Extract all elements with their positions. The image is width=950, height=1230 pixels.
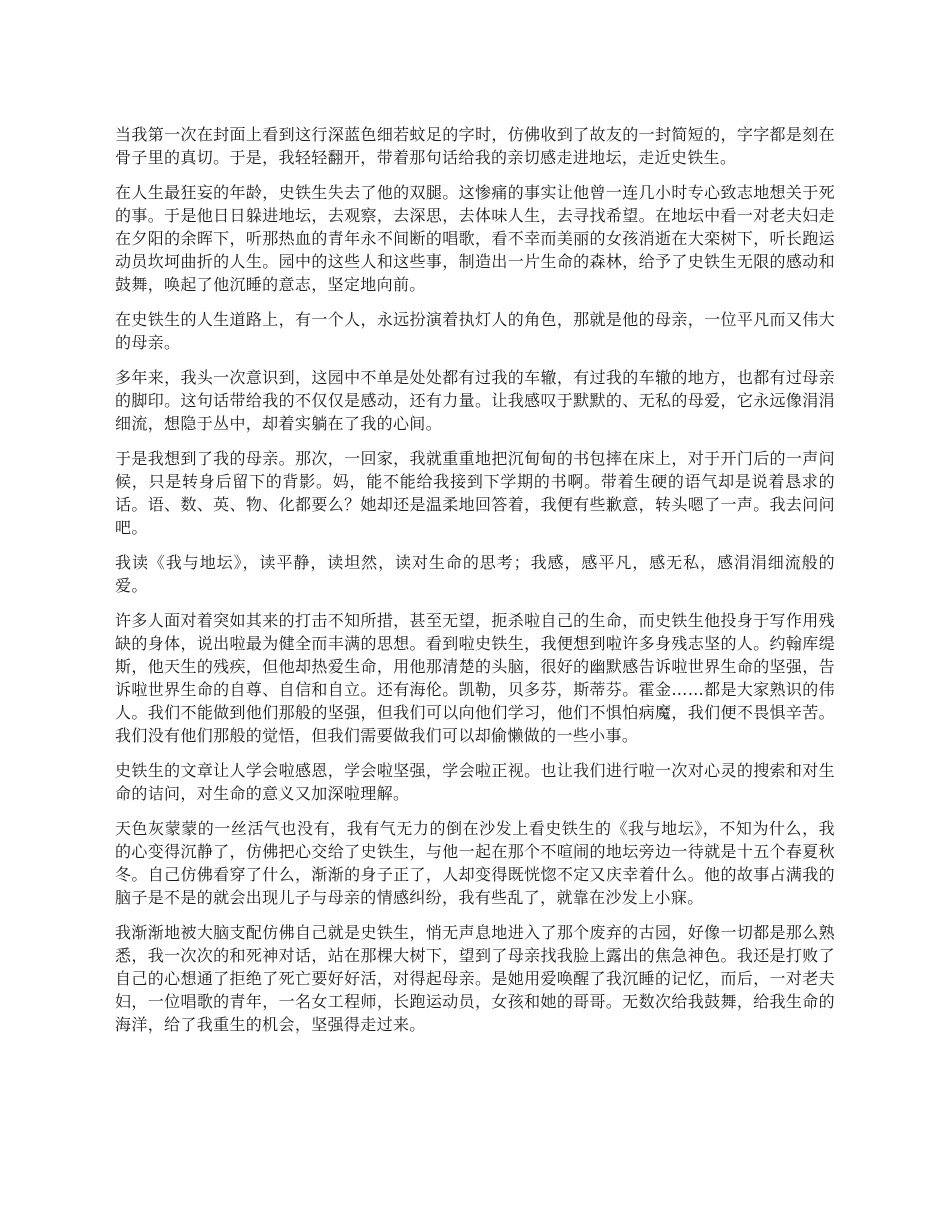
paragraph-6: 我读《我与地坛》，读平静，读坦然，读对生命的思考；我感，感平凡，感无私，感涓涓细流般的爱。	[115, 553, 835, 595]
paragraph-9: 天色灰蒙蒙的一丝活气也没有，我有气无力的倒在沙发上看史铁生的《我与地坛》，不知为什么，我的心变得沉静了，仿佛把心交给了史铁生，与他一起在那个不喧闹的地坛旁边一待就是十五个春夏秋冬。自己仿佛看穿了什么，渐渐的身子正了，人却变得既恍惚不定又庆幸着什么。他的故事占满我的脑子是不是的就会出现儿子与母亲的情感纠纷，我有些乱了，就靠在沙发上小寐。	[115, 819, 835, 907]
paragraph-7: 许多人面对着突如其来的打击不知所措，甚至无望，扼杀啦自己的生命，而史铁生他投身于写作用残缺的身体，说出啦最为健全而丰满的思想。看到啦史铁生，我便想到啦许多身残志坚的人。约翰库缇斯，他天生的残疾，但他却热爱生命，用他那清楚的头脑，很好的幽默感告诉啦世界生命的坚强，告诉啦世界生命的自尊、自信和自立。还有海伦。凯勒，贝多芬，斯蒂芬。霍金……都是大家熟识的伟人。我们不能做到他们那般的坚强，但我们可以向他们学习，他们不惧怕病魔，我们便不畏惧辛苦。我们没有他们那般的觉悟，但我们需要做我们可以却偷懒做的一些小事。	[115, 611, 835, 745]
paragraph-1: 当我第一次在封面上看到这行深蓝色细若蚊足的字时，仿佛收到了故友的一封简短的，字字都是刻在骨子里的真切。于是，我轻轻翻开，带着那句话给我的亲切感走进地坛，走近史铁生。	[115, 125, 835, 167]
paragraph-3: 在史铁生的人生道路上，有一个人，永远扮演着执灯人的角色，那就是他的母亲，一位平凡而又伟大的母亲。	[115, 310, 835, 352]
paragraph-5: 于是我想到了我的母亲。那次，一回家，我就重重地把沉甸甸的书包摔在床上，对于开门后的一声问候，只是转身后留下的背影。妈，能不能给我接到下学期的书啊。带着生硬的语气却是说着恳求的话。语、数、英、物、化都要么？她却还是温柔地回答着，我便有些歉意，转头嗯了一声。我去问问吧。	[115, 449, 835, 537]
document-body	[115, 123, 835, 1048]
paragraph-10: 我渐渐地被大脑支配仿佛自己就是史铁生，悄无声息地进入了那个废弃的古园，好像一切都是那么熟悉，我一次次的和死神对话，站在那棵大树下，望到了母亲找我脸上露出的焦急神色。我还是打败了自己的心想通了拒绝了死亡要好好活，对得起母亲。是她用爱唤醒了我沉睡的记忆，而后，一对老夫妇，一位唱歌的青年，一名女工程师，长跑运动员，女孩和她的哥哥。无数次给我鼓舞，给我生命的海洋，给了我重生的机会，坚强得走过来。	[115, 923, 835, 1034]
paragraph-2: 在人生最狂妄的年龄，史铁生失去了他的双腿。这惨痛的事实让他曾一连几小时专心致志地想关于死的事。于是他日日躲进地坛，去观察，去深思，去体味人生，去寻找希望。在地坛中看一对老夫妇走在夕阳的余晖下，听那热血的青年永不间断的唱歌，看不幸而美丽的女孩消逝在大栾树下，听长跑运动员坎坷曲折的人生。园中的这些人和这些事，制造出一片生命的森林，给予了史铁生无限的感动和鼓舞，唤起了他沉睡的意志，坚定地向前。	[115, 183, 835, 294]
paragraph-8: 史铁生的文章让人学会啦感恩，学会啦坚强，学会啦正视。也让我们进行啦一次对心灵的搜索和对生命的诘问，对生命的意义又加深啦理解。	[115, 761, 835, 803]
paragraph-4: 多年来，我头一次意识到，这园中不单是处处都有过我的车辙，有过我的车辙的地方，也都有过母亲的脚印。这句话带给我的不仅仅是感动，还有力量。让我感叹于默默的、无私的母爱，它永远像涓涓细流，想隐于丛中，却着实躺在了我的心间。	[115, 368, 835, 433]
